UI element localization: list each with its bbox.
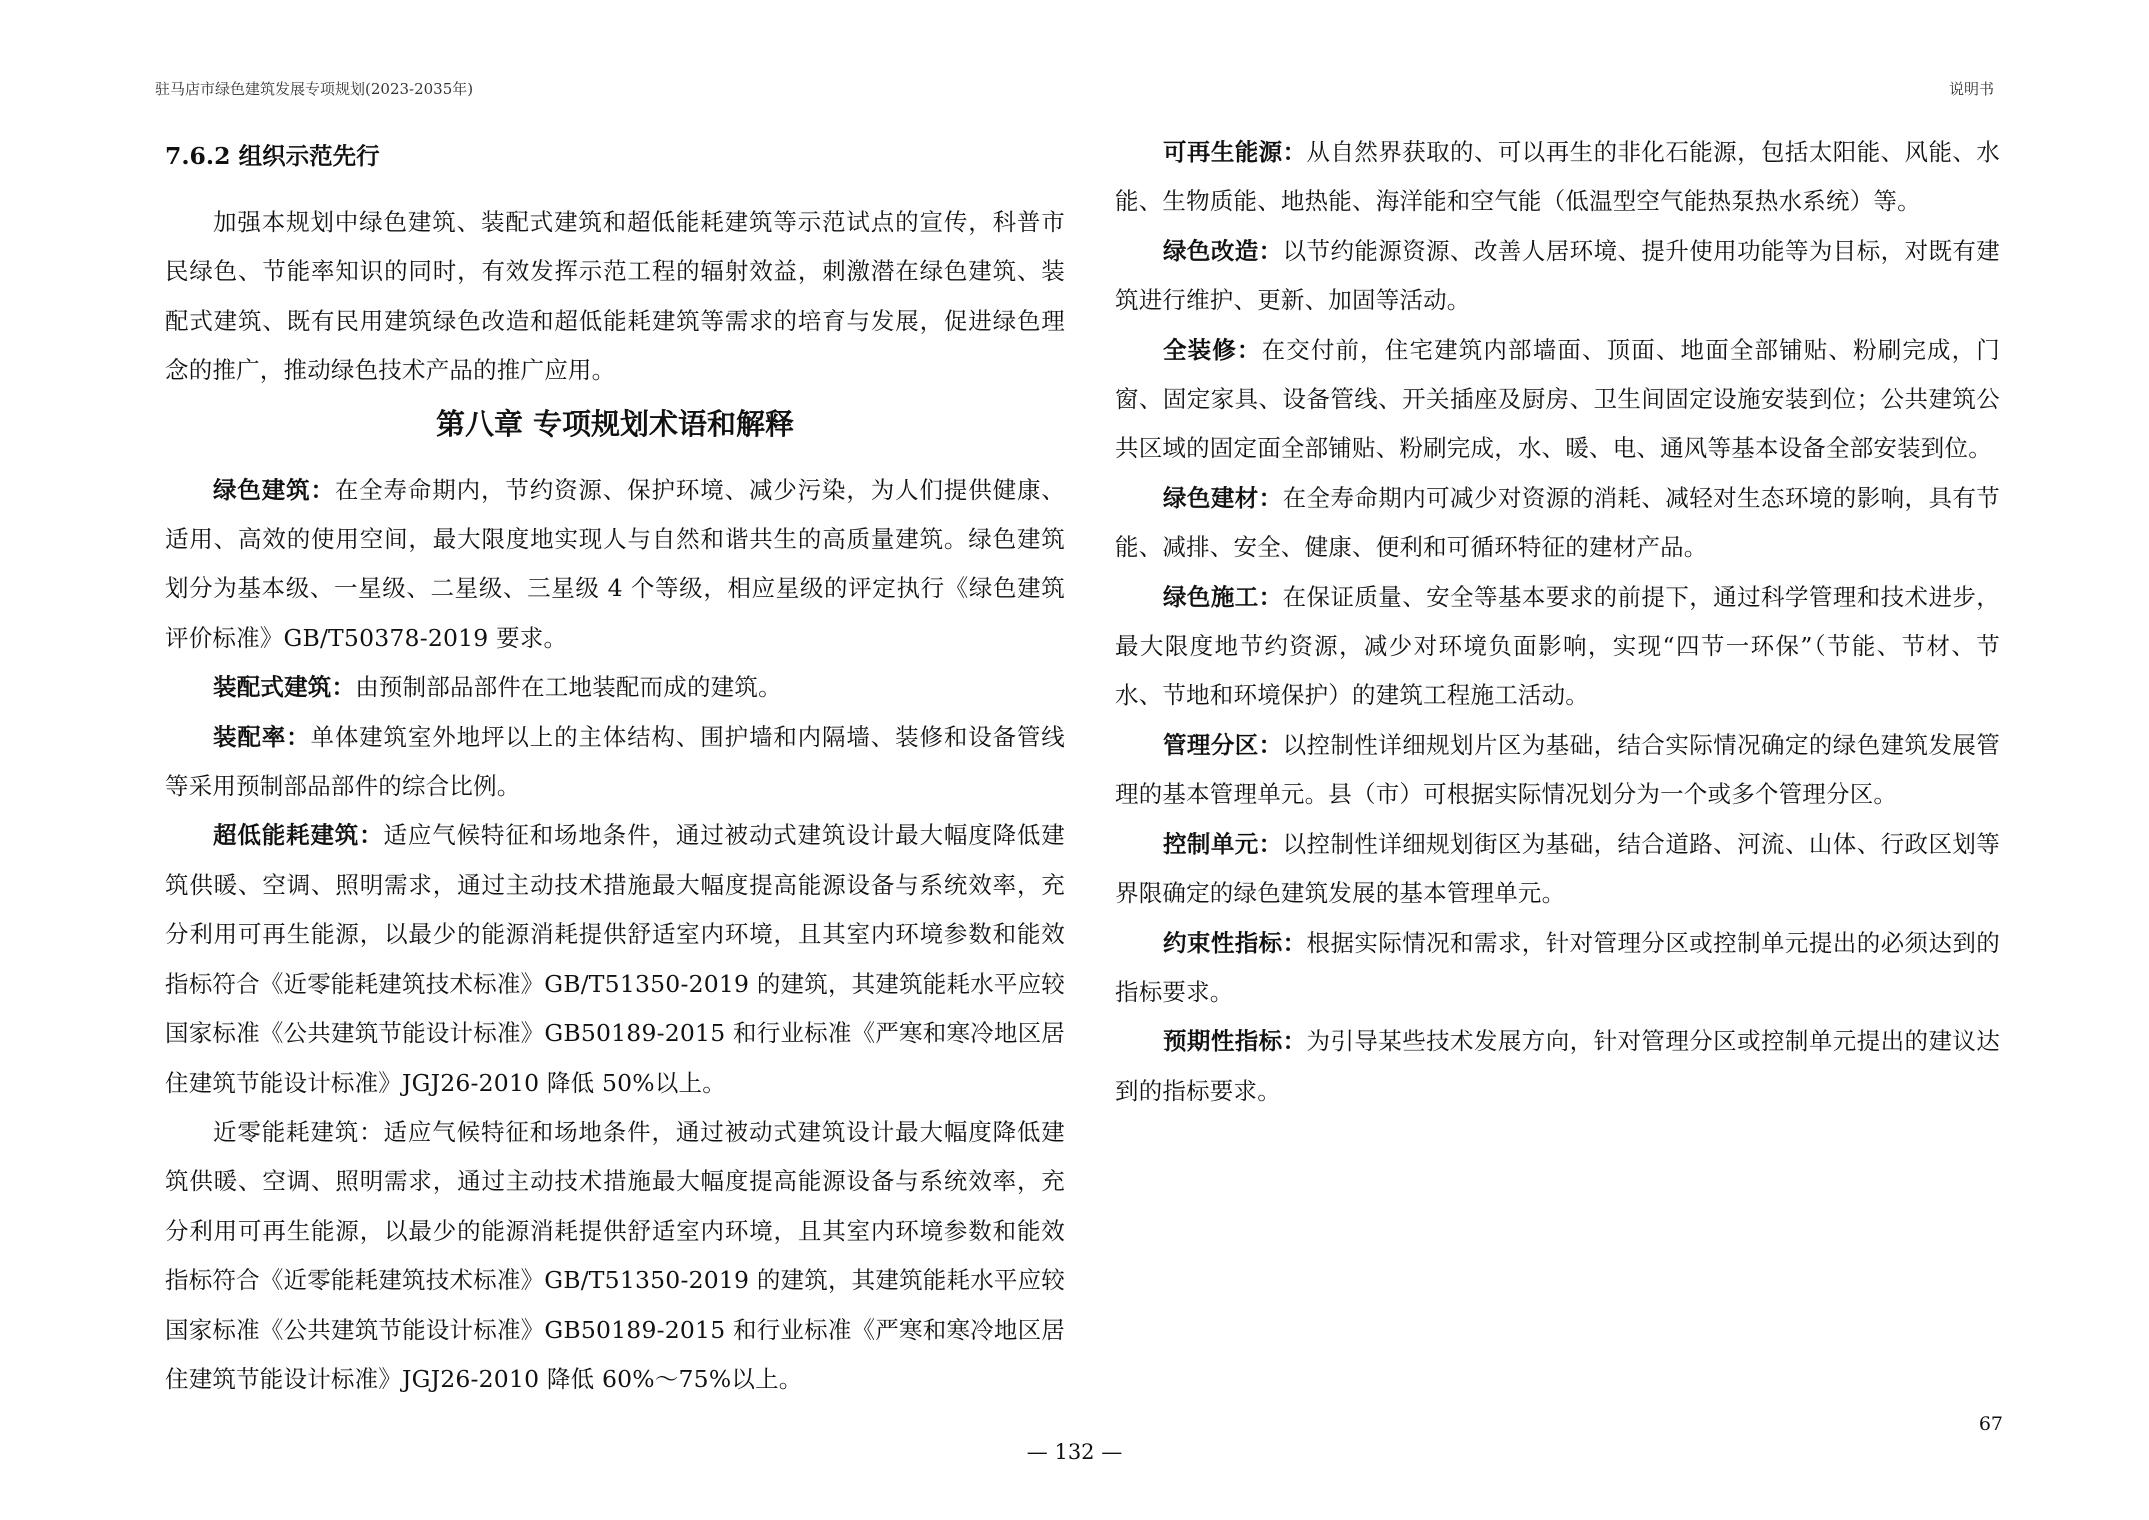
term-definition: 在保证质量、安全等基本要求的前提下，通过科学管理和技术进步，最大限度地节约资源，减少对环境负面影响，实现“四节一环保”（节能、节材、节水、节地和环境保护）的建筑工程施工活动。 — [1115, 582, 2001, 710]
term-paragraph — [165, 1108, 1065, 1404]
term-label: 超低能耗建筑： — [213, 821, 384, 850]
term-label: 全装修： — [1163, 335, 1262, 364]
chapter-title: 第八章 专项规划术语和解释 — [435, 406, 795, 441]
term-definition: 在全寿命期内可减少对资源的消耗、减轻对生态环境的影响，具有节能、减排、安全、健康、便利和可循环特征的建材产品。 — [1115, 483, 2001, 562]
term-label: 绿色建筑： — [213, 475, 335, 504]
term-label: 控制单元： — [1163, 829, 1283, 858]
term-label: 预期性指标： — [1163, 1027, 1307, 1056]
page-number-center — [0, 1440, 2149, 1464]
term-paragraph — [1115, 474, 2000, 573]
term-definition: 由预制部品部件在工地装配而成的建筑。 — [355, 673, 782, 702]
page-number-small: 67 — [1978, 1413, 2003, 1435]
header-document-title: 驻马店市绿色建筑发展专项规划(2023-2035年) — [155, 80, 474, 98]
term-label: 约束性指标： — [1163, 928, 1307, 957]
term-definition: 从自然界获取的、可以再生的非化石能源，包括太阳能、风能、水能、生物质能、地热能、海洋能和空气能（低温型空气能热泵热水系统）等。 — [1115, 138, 2000, 216]
term-definition: 以节约能源资源、改善人居环境、提升使用功能等为目标，对既有建筑进行维护、更新、加固等活动。 — [1115, 236, 2001, 315]
term-paragraph — [1115, 820, 2000, 919]
term-label: 管理分区： — [1163, 730, 1283, 759]
term-definition: 在交付前，住宅建筑内部墙面、顶面、地面全部铺贴、粉刷完成，门窗、固定家具、设备管线、开关插座及厨房、卫生间固定设施安装到位；公共建筑公共区域的固定面全部铺贴、粉刷完成，水、暖、电、通风等基本设备全部安装到位。 — [1115, 335, 2000, 463]
term-paragraph — [1115, 721, 2000, 820]
term-paragraph — [1115, 573, 2000, 721]
term-label: 可再生能源： — [1163, 138, 1307, 166]
page-number-center-text: — 132 — — [1026, 1440, 1123, 1464]
term-definition: 以控制性详细规划片区为基础，结合实际情况确定的绿色建筑发展管理的基本管理单元。县（市）可根据实际情况划分为一个或多个管理分区。 — [1115, 730, 2001, 809]
term-paragraph — [165, 466, 1065, 664]
term-label: 装配式建筑： — [213, 673, 356, 702]
section-heading: 7.6.2 组织示范先行 — [165, 142, 380, 170]
term-definition: 单体建筑室外地坪以上的主体结构、围护墙和内隔墙、装修和设备管线等采用预制部品部件的综合比例。 — [165, 722, 1065, 801]
term-paragraph — [1115, 326, 2000, 474]
term-paragraph — [165, 713, 1065, 812]
term-definition: 适应气候特征和场地条件，通过被动式建筑设计最大幅度降低建筑供暖、空调、照明需求，通过主动技术措施最大幅度提高能源设备与系统效率，充分利用可再生能源，以最少的能源消耗提供舒适室内环境，且其室内环境参数和能效指标符合《近零能耗建筑技术标准》GB/T51350-2019 的建筑，其建筑能耗水平应较国家标准《公共建筑节能设计标准》GB50189-2015 和行业标准《严寒和寒冷地区居住建筑节能设计标准》JGJ26-2010 降低 50%以上。 — [165, 821, 1065, 1097]
term-label: 绿色建材： — [1163, 483, 1283, 512]
term-paragraph — [165, 811, 1065, 1107]
term-definition: 在全寿命期内，节约资源、保护环境、减少污染，为人们提供健康、适用、高效的使用空间，最大限度地实现人与自然和谐共生的高质量建筑。绿色建筑划分为基本级、一星级、二星级、三星级 4 个等级，相应星级的评定执行《绿色建筑评价标准》GB/T50378-2019 要求。 — [165, 475, 1066, 652]
term-paragraph — [1115, 227, 2000, 326]
term-paragraph — [165, 663, 1065, 712]
term-definition: 根据实际情况和需求，针对管理分区或控制单元提出的必须达到的指标要求。 — [1115, 928, 2000, 1006]
term-label: 绿色改造： — [1163, 236, 1283, 265]
term-paragraph — [1115, 919, 2000, 1018]
term-paragraph — [1115, 128, 2000, 227]
term-label: 绿色施工： — [1163, 582, 1283, 611]
header-section-label: 说明书 — [1948, 80, 1994, 98]
term-label: 装配率： — [213, 722, 311, 751]
left-column — [165, 128, 1065, 1404]
section-paragraph: 加强本规划中绿色建筑、装配式建筑和超低能耗建筑等示范试点的宣传，科普市民绿色、节能率知识的同时，有效发挥示范工程的辐射效益，刺激潜在绿色建筑、装配式建筑、既有民用建筑绿色改造和超低能耗建筑等需求的培育与发展，促进绿色理念的推广，推动绿色技术产品的推广应用。 — [165, 208, 1065, 385]
term-definition: 以控制性详细规划街区为基础，结合道路、河流、山体、行政区划等界限确定的绿色建筑发展的基本管理单元。 — [1115, 829, 2001, 908]
term-definition: 为引导某些技术发展方向，针对管理分区或控制单元提出的建议达到的指标要求。 — [1115, 1027, 2000, 1105]
term-definition: 近零能耗建筑：适应气候特征和场地条件，通过被动式建筑设计最大幅度降低建筑供暖、空调、照明需求，通过主动技术措施最大幅度提高能源设备与系统效率，充分利用可再生能源，以最少的能源消耗提供舒适室内环境，且其室内环境参数和能效指标符合《近零能耗建筑技术标准》GB/T51350-2019 的建筑，其建筑能耗水平应较国家标准《公共建筑节能设计标准》GB50189-2015 和行业标准《严寒和寒冷地区居住建筑节能设计标准》JGJ26-2010 降低 60%～75%以上。 — [165, 1117, 1065, 1393]
term-paragraph — [1115, 1017, 2000, 1116]
right-column — [1115, 128, 2000, 1116]
